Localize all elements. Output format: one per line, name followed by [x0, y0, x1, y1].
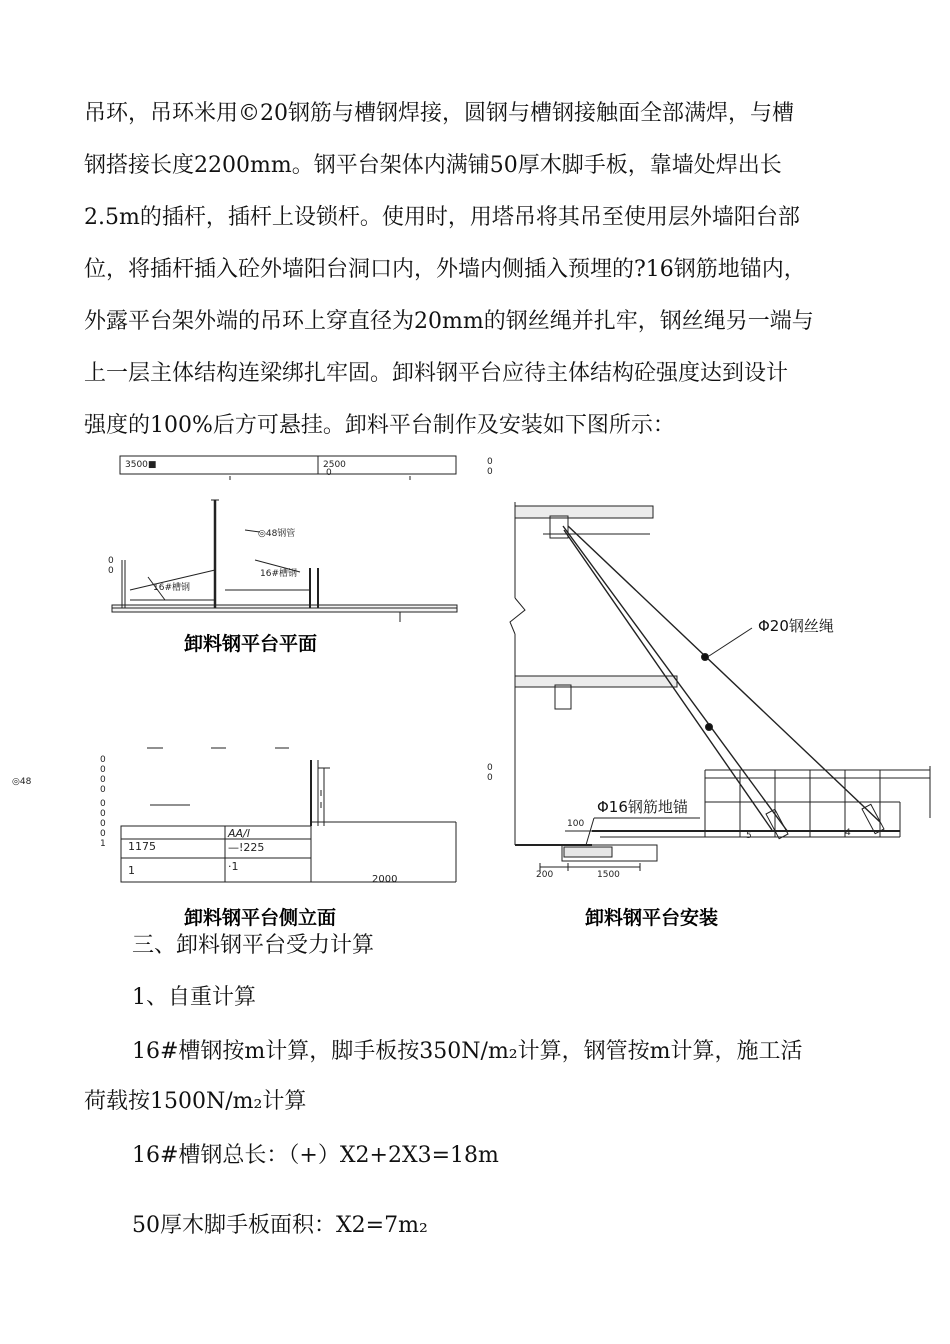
intro-line: 钢搭接长度2200mm。钢平台架体内满铺50厚木脚手板，靠墙处焊出长 [84, 153, 782, 178]
intro-line: 外露平台架外端的吊环上穿直径为20mm的钢丝绳并扎牢，钢丝绳另一端与 [84, 309, 814, 334]
plan-dim-right: 2500 [323, 460, 346, 470]
calc-line: 荷载按1500N/m₂计算 [84, 1089, 307, 1114]
install-view [510, 502, 930, 871]
plan-zero-d: 0 [108, 556, 114, 566]
intro-line: 上一层主体结构连梁绑扎牢固。卸料钢平台应待主体结构砼强度达到设计 [84, 361, 789, 386]
side-digit: 0 [100, 829, 106, 839]
intro-line: 2.5m的插杆，插杆上设锁杆。使用时，用塔吊将其吊至使用层外墙阳台部 [84, 205, 800, 230]
install-mark-5: 5 [746, 831, 752, 841]
install-mark-4: 4 [845, 828, 851, 838]
board-area: 50厚木脚手板面积：X2=7m₂ [132, 1213, 428, 1238]
side-view [121, 748, 456, 882]
plan-zero-b: 0 [487, 457, 493, 467]
figures-drawing [0, 450, 950, 940]
side-digit: 0 [100, 765, 106, 775]
side-digit: 0 [100, 799, 106, 809]
plan-pipe-label: ◎48钢管 [258, 529, 296, 539]
side-dim-1175: 1175 [128, 840, 156, 853]
plan-channel-right-label: 16#槽钢 [260, 569, 297, 579]
side-digit: 0 [100, 755, 106, 765]
install-dim-100: 100 [567, 819, 585, 829]
side-dim-1225: —!225 [228, 841, 265, 854]
install-dim-200: 200 [536, 870, 554, 880]
side-dim-1: 1 [128, 864, 135, 877]
intro-line: 强度的100%后方可悬挂。卸料平台制作及安装如下图所示： [84, 413, 675, 438]
install-zero: 0 [487, 763, 493, 773]
plan-zero-c: 0 [487, 467, 493, 477]
plan-zero-e: 0 [108, 566, 114, 576]
side-dim-2000: 2000 [372, 874, 398, 885]
plan-dim-left: 3500■ [125, 460, 157, 470]
intro-paragraph [84, 88, 864, 452]
install-dim-1500: 1500 [597, 870, 620, 880]
intro-line: 位，将插杆插入砼外墙阳台洞口内，外墙内侧插入预埋的?16钢筋地锚内， [84, 257, 806, 282]
side-digit: 0 [100, 775, 106, 785]
section-title: 三、卸料钢平台受力计算 [132, 933, 375, 958]
side-digit: 0 [100, 819, 106, 829]
install-zero: 0 [487, 773, 493, 783]
side-digit: 1 [100, 839, 106, 849]
side-caption: 卸料钢平台侧立面 [184, 907, 337, 929]
side-digit: 0 [100, 809, 106, 819]
side-dim-arrow: ·1 [228, 860, 239, 873]
plan-zero-a: 0 [326, 468, 332, 478]
side-dim-aa: AA/l [228, 827, 250, 840]
channel-total: 16#槽钢总长：（+）X2+2X3=18m [132, 1143, 499, 1168]
install-anchor-label: Φ16钢筋地锚 [597, 798, 688, 816]
plan-channel-left-label: 16#槽钢 [153, 583, 190, 593]
calc-line: 16#槽钢按m计算，脚手板按350N/m₂计算，钢管按m计算，施工活 [132, 1039, 803, 1064]
install-caption: 卸料钢平台安装 [585, 907, 719, 929]
install-rope-label: Φ20钢丝绳 [758, 617, 834, 635]
side-digit: 0 [100, 785, 106, 795]
subsection-title: 1、自重计算 [132, 985, 256, 1010]
side-pipe-label: ◎48 [12, 777, 32, 787]
intro-line: 吊环，吊环米用©20钢筋与槽钢焊接，圆钢与槽钢接触面全部满焊，与槽 [84, 101, 794, 126]
plan-caption: 卸料钢平台平面 [184, 633, 318, 655]
plan-view [112, 456, 457, 622]
